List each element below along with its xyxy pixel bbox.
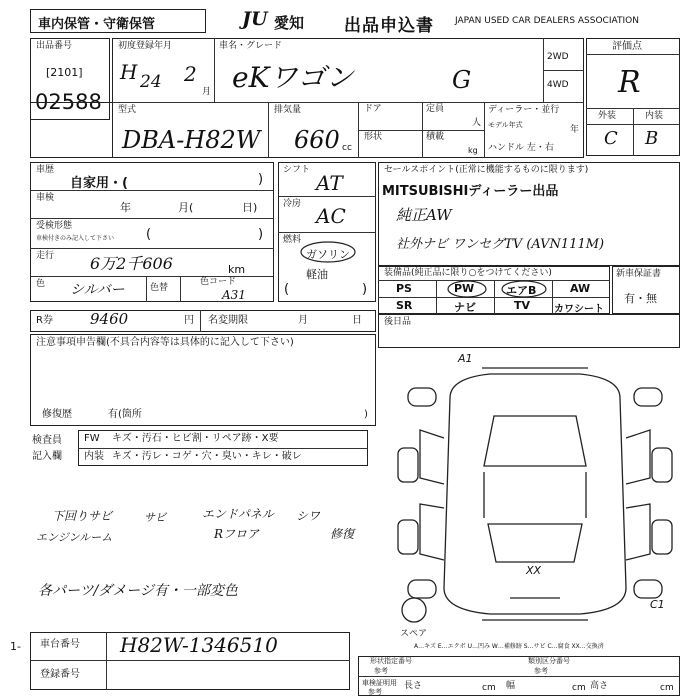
spare-label: スペア xyxy=(400,629,428,639)
score-ext-label: 外装 xyxy=(598,111,617,121)
height-label: 高さ xyxy=(590,681,609,691)
side-mark: 1- xyxy=(10,640,21,653)
recycle-box xyxy=(30,310,376,332)
shape-label: 形状 xyxy=(364,132,383,142)
shift-label: シフト xyxy=(283,165,311,175)
vehicle-grade: G xyxy=(452,66,472,94)
recycle-label: R券 xyxy=(36,315,53,326)
score-label: 評価点 xyxy=(612,41,642,52)
history-value: 自家用・( xyxy=(70,176,128,191)
inspector-note-5: Rフロア xyxy=(214,527,260,541)
model-label: 型式 xyxy=(118,105,137,115)
cert-reference: 参考 xyxy=(368,688,382,696)
inspection-month: 月( xyxy=(178,201,194,214)
color-change-label: 色替 xyxy=(150,283,169,293)
displacement-unit: cc xyxy=(342,143,352,153)
equip-airbag-circle xyxy=(500,279,548,299)
org-name: 愛知 xyxy=(274,14,305,32)
car-body-diagram xyxy=(390,348,680,648)
model-year-label: モデル年式 xyxy=(488,121,523,129)
recycle-unit: 円 xyxy=(184,315,194,326)
inspector-label-2: 記入欄 xyxy=(32,451,62,462)
score-int-label: 内装 xyxy=(645,111,664,121)
equip-tv: TV xyxy=(514,299,531,312)
color-label: 色 xyxy=(36,279,46,289)
score-ext-value: C xyxy=(604,128,618,149)
registration-month: 2 xyxy=(184,62,197,86)
capacity-unit: 人 xyxy=(472,118,482,128)
handle-label: ハンドル 左・右 xyxy=(488,143,554,153)
category-label: 類別区分番号 xyxy=(528,657,570,665)
vehicle-name-label: 車名・グレード xyxy=(219,41,283,51)
registration-year: 24 xyxy=(140,72,162,92)
history-box xyxy=(30,162,274,302)
fuel-paren-close: ) xyxy=(362,282,368,297)
fuel-paren-open: ( xyxy=(284,282,290,297)
recycle-value: 9460 xyxy=(90,310,129,328)
diagram-mark-c: C1 xyxy=(650,598,665,611)
inspector-note-6: シワ xyxy=(296,509,321,523)
fuel-gas: ガソリン xyxy=(306,248,350,261)
fuel-label: 燃料 xyxy=(283,235,302,245)
name-change-day: 日 xyxy=(352,315,362,326)
width-label: 幅 xyxy=(506,681,516,691)
mileage-value: 6万2千606 xyxy=(90,254,173,273)
repair-close: ) xyxy=(364,409,368,420)
vehicle-name: eKワゴン xyxy=(232,61,354,94)
inspector-note-8: 各パーツ/ダメージ有・一部変色 xyxy=(38,583,238,599)
year-unit: 年 xyxy=(570,125,580,135)
category-reference: 参考 xyxy=(534,667,548,675)
equip-navi: ナビ xyxy=(454,301,476,314)
load-unit: kg xyxy=(468,146,478,155)
inspector-note-7: 修復 xyxy=(330,527,355,541)
registration-month-unit: 月 xyxy=(202,87,212,97)
equip-pw: PW xyxy=(454,282,475,295)
inspector-note-4: エンドパネル xyxy=(202,507,274,521)
inspector-note-2: エンジンルーム xyxy=(36,531,113,544)
length-label: 長さ xyxy=(404,681,423,691)
form-label: 形状指定番号 xyxy=(370,657,412,665)
inspector-note-3: サビ xyxy=(144,511,166,524)
inspector-fw-items: キズ・汚石・ヒビ割・リペア跡・X要 xyxy=(112,433,279,444)
displacement-label: 排気量 xyxy=(274,105,302,115)
inspection-label: 車検 xyxy=(36,193,55,203)
sales-label: セールスポイント(正常に機能するものに限ります) xyxy=(384,165,589,175)
drive-2wd: 2WD xyxy=(547,52,569,62)
mileage-label: 走行 xyxy=(36,251,55,261)
equip-sr: SR xyxy=(396,299,413,312)
association-name: JAPAN USED CAR DEALERS ASSOCIATION xyxy=(455,16,639,26)
form-title: 出品申込書 xyxy=(344,16,434,36)
name-change-month: 月 xyxy=(298,315,308,326)
repair-value: 有(箇所 xyxy=(108,409,142,420)
cert-label: 車検証明用 xyxy=(362,679,397,687)
reception-paren-open: ( xyxy=(146,227,152,242)
model-value: DBA-H82W xyxy=(122,126,261,154)
equipment-label: 装備品(純正品に限り○をつけてください) xyxy=(384,268,552,278)
color-code-label: 色コード xyxy=(200,277,237,287)
inspector-fw-label: FW xyxy=(84,433,100,444)
diagram-legend: A…キズ E…エクボ U…凹み W…補修跡 S…サビ C…腐食 XX…交換済 xyxy=(414,643,604,650)
color-value: シルバー xyxy=(70,282,125,298)
reception-note: 車検付きのみ記入して下さい xyxy=(36,235,115,242)
inspector-label-1: 検査員 xyxy=(32,435,62,446)
equip-pw-circle xyxy=(446,279,488,299)
chassis-label: 車台番号 xyxy=(40,639,80,650)
score-value: R xyxy=(618,65,641,100)
fuel-diesel: 軽油 xyxy=(306,268,328,281)
inspection-year: 年 xyxy=(120,201,131,214)
sales-point-2: 社外ナビ ワンセグTV (AVN111M) xyxy=(396,237,605,252)
inspection-day: 日) xyxy=(242,201,258,214)
score-int-value: B xyxy=(645,128,659,149)
reception-paren-close: ) xyxy=(258,227,264,242)
registration-era: H xyxy=(120,60,138,84)
back-order-box xyxy=(378,314,680,348)
lot-number: 02588 xyxy=(35,90,102,114)
notes-label: 注意事項申告欄(不具合内容等は具体的に記入して下さい) xyxy=(36,337,294,348)
history-close: ) xyxy=(258,172,264,187)
back-order-label: 後日品 xyxy=(384,317,412,327)
storage-label: 車内保管・守衛保管 xyxy=(38,17,156,32)
diagram-mark-a: A1 xyxy=(458,352,473,365)
sales-point-1: 純正AW xyxy=(396,206,452,224)
equip-aw: AW xyxy=(570,282,591,295)
door-label: ドア xyxy=(364,104,382,114)
color-code: A31 xyxy=(222,288,246,302)
lot-code: [2101] xyxy=(46,66,83,79)
sales-dealer: MITSUBISHIディーラー出品 xyxy=(382,184,559,199)
load-label: 積載 xyxy=(426,132,445,142)
registration-number-label: 登録番号 xyxy=(40,669,80,680)
equip-ps: PS xyxy=(396,282,412,295)
name-change-label: 名変期限 xyxy=(208,315,248,326)
history-label: 車歴 xyxy=(36,165,55,175)
width-unit: cm xyxy=(572,683,586,693)
model-box xyxy=(30,102,112,158)
capacity-label: 定員 xyxy=(426,104,445,114)
length-unit: cm xyxy=(482,683,496,693)
warranty-label: 新車保証書 xyxy=(616,269,662,279)
chassis-value: H82W-1346510 xyxy=(120,633,278,657)
shift-value: AT xyxy=(316,171,343,195)
height-unit: cm xyxy=(660,683,674,693)
form-reference: 参考 xyxy=(374,667,388,675)
ju-logo: JU xyxy=(242,8,268,30)
reception-label: 受検形態 xyxy=(36,221,73,231)
inspector-interior-items: キズ・汚レ・コゲ・穴・臭い・キレ・破レ xyxy=(112,451,302,462)
repair-label: 修復歴 xyxy=(42,409,72,420)
lot-label: 出品番号 xyxy=(36,41,73,51)
drive-4wd: 4WD xyxy=(547,80,569,90)
ac-label: 冷房 xyxy=(283,199,302,209)
equip-airbag: エアB xyxy=(506,284,537,297)
displacement-value: 660 xyxy=(294,126,340,154)
mileage-unit: km xyxy=(228,263,246,276)
inspector-note-1: 下回りサビ xyxy=(52,509,113,523)
ac-value: AC xyxy=(316,204,346,228)
diagram-mark-xx: XX xyxy=(526,564,542,577)
registration-label: 初度登録年月 xyxy=(118,41,173,51)
inspector-interior-label: 内装 xyxy=(84,451,104,462)
warranty-value: 有・無 xyxy=(624,292,657,305)
fuel-gas-circle xyxy=(298,240,358,264)
equip-leather: カワシート xyxy=(554,304,604,315)
dealer-label: ディーラー・並行 xyxy=(488,105,560,115)
